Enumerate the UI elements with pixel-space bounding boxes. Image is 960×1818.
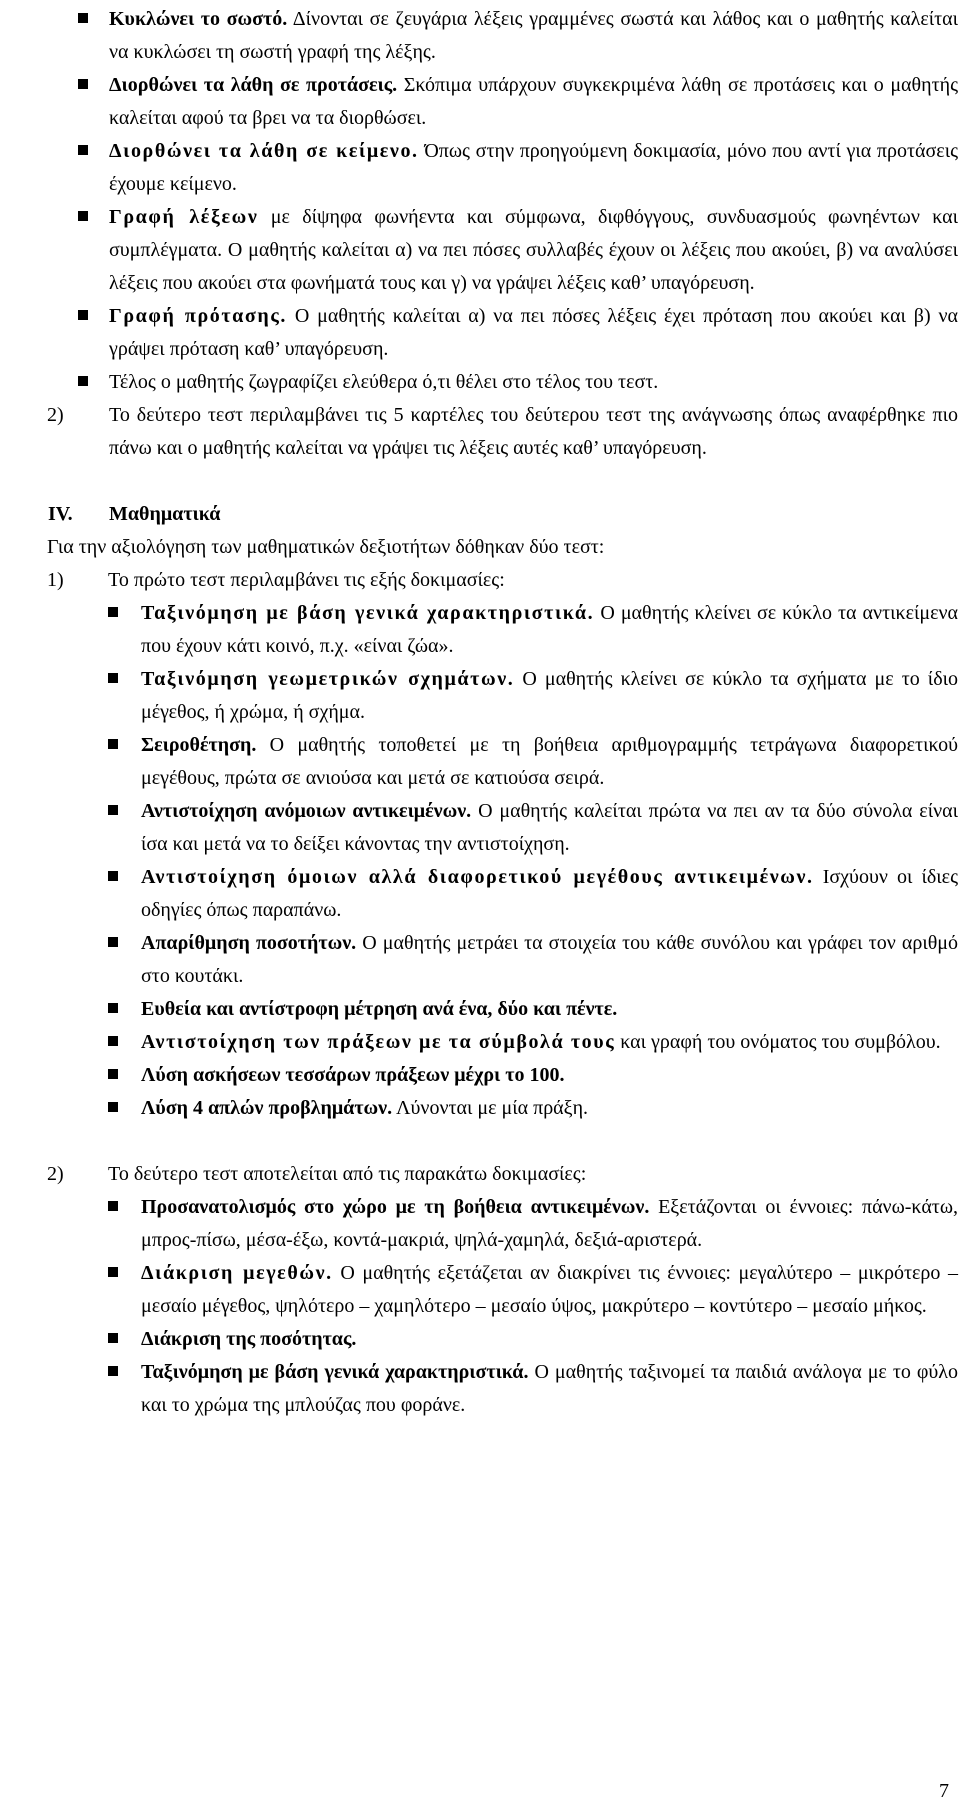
list-item bbox=[47, 1191, 958, 1257]
item-title: Ταξινόμηση με βάση γενικά χαρακτηριστικά. bbox=[141, 1361, 529, 1383]
second-test-list bbox=[47, 1191, 958, 1422]
list-item bbox=[47, 663, 958, 729]
square-bullet-icon bbox=[78, 310, 88, 320]
first-test-list bbox=[47, 597, 958, 1125]
list-item bbox=[78, 300, 958, 366]
spacer bbox=[78, 465, 958, 498]
list-item bbox=[47, 927, 958, 993]
list-item bbox=[47, 993, 958, 1026]
item-title: Κυκλώνει το σωστό. bbox=[109, 8, 288, 30]
list-item bbox=[47, 729, 958, 795]
square-bullet-icon bbox=[108, 1267, 118, 1277]
item-text: Ο μαθητής κλείνει σε κύκλο τα σχήματα με το ίδιο μέγεθος, ή χρώμα, ή σχήμα. bbox=[141, 668, 958, 723]
square-bullet-icon bbox=[78, 145, 88, 155]
square-bullet-icon bbox=[108, 1366, 118, 1376]
item-title: Διορθώνει τα λάθη σε προτάσεις. bbox=[109, 74, 398, 96]
section-number: IV. bbox=[48, 503, 73, 525]
item-text: Τέλος ο μαθητής ζωγραφίζει ελεύθερα ό,τι θέλει στο τέλος του τεστ. bbox=[109, 371, 659, 393]
section-heading bbox=[48, 498, 958, 531]
list-item bbox=[78, 201, 958, 300]
square-bullet-icon bbox=[108, 673, 118, 683]
item-title: Λύση ασκήσεων τεσσάρων πράξεων μέχρι το 100. bbox=[141, 1064, 565, 1086]
square-bullet-icon bbox=[78, 13, 88, 23]
numbered-paragraph bbox=[47, 399, 958, 465]
item-text: Λύνονται με μία πράξη. bbox=[392, 1097, 589, 1119]
item-title: Ταξινόμηση με βάση γενικά χαρακτηριστικά. bbox=[141, 602, 595, 624]
square-bullet-icon bbox=[108, 937, 118, 947]
paragraph-number: 2) bbox=[47, 1163, 64, 1185]
list-item bbox=[47, 1092, 958, 1125]
item-text: Δίνονται σε ζευγάρια λέξεις γραμμένες σωστά και λάθος και ο μαθητής καλείται να κυκλώσει τη σωστή γραφή της λέξης. bbox=[109, 8, 959, 63]
item-title: Απαρίθμηση ποσοτήτων. bbox=[141, 932, 357, 954]
item-title: Διάκριση μεγεθών. bbox=[141, 1262, 333, 1284]
square-bullet-icon bbox=[108, 805, 118, 815]
list-item bbox=[47, 1257, 958, 1323]
square-bullet-icon bbox=[108, 1069, 118, 1079]
paragraph-text: Το δεύτερο τεστ αποτελείται από τις παρακάτω δοκιμασίες: bbox=[108, 1163, 587, 1185]
item-title: Ταξινόμηση γεωμετρικών σχημάτων. bbox=[141, 668, 515, 690]
square-bullet-icon bbox=[108, 871, 118, 881]
section-intro: Για την αξιολόγηση των μαθηματικών δεξιοτήτων δόθηκαν δύο τεστ: bbox=[47, 536, 605, 558]
list-item bbox=[78, 69, 958, 135]
list-item bbox=[47, 1059, 958, 1092]
square-bullet-icon bbox=[108, 1201, 118, 1211]
spacer bbox=[78, 1125, 958, 1158]
item-title: Διάκριση της ποσότητας. bbox=[141, 1328, 357, 1350]
list-item bbox=[47, 795, 958, 861]
square-bullet-icon bbox=[78, 211, 88, 221]
paragraph-number: 2) bbox=[47, 404, 64, 426]
item-text: Ο μαθητής κλείνει σε κύκλο τα αντικείμενα που έχουν κάτι κοινό, π.χ. «είναι ζώα». bbox=[141, 602, 958, 657]
item-title: Αντιστοίχηση όμοιων αλλά διαφορετικού μεγέθους αντικειμένων. bbox=[141, 866, 814, 888]
square-bullet-icon bbox=[78, 79, 88, 89]
item-title: Ευθεία και αντίστροφη μέτρηση ανά ένα, δύο και πέντε. bbox=[141, 998, 618, 1020]
square-bullet-icon bbox=[108, 1036, 118, 1046]
item-title: Γραφή πρότασης. bbox=[109, 305, 288, 327]
item-title: Λύση 4 απλών προβλημάτων. bbox=[141, 1097, 393, 1119]
item-text: Σκόπιμα υπάρχουν συγκεκριμένα λάθη σε προτάσεις και ο μαθητής καλείται αφού τα βρει να τα διορθώσει. bbox=[109, 74, 958, 129]
item-text: Ο μαθητής ταξινομεί τα παιδιά ανάλογα με το φύλο και το χρώμα της μπλούζας που φοράνε. bbox=[141, 1361, 959, 1416]
square-bullet-icon bbox=[108, 1003, 118, 1013]
item-title: Αντιστοίχηση ανόμοιων αντικειμένων. bbox=[141, 800, 472, 822]
item-text: με δίψηφα φωνήεντα και σύμφωνα, διφθόγγους, συνδυασμούς φωνηέντων και συμπλέγματα. Ο μαθητής καλείται α) να πει πόσες συλλαβές έχουν οι λέξεις που ακούει, β) να αναλύσει λέξεις που ακούει στα φωνήματά τους και γ) να γράψει λέξεις καθ’ υπαγόρευση. bbox=[109, 206, 958, 294]
list-item bbox=[47, 861, 958, 927]
section-title: Μαθηματικά bbox=[109, 503, 221, 525]
list-item bbox=[47, 597, 958, 663]
item-text: Ισχύουν οι ίδιες οδηγίες όπως παραπάνω. bbox=[141, 866, 958, 921]
list-item bbox=[78, 135, 958, 201]
item-text: Ο μαθητής εξετάζεται αν διακρίνει τις έννοιες: μεγαλύτερο – μικρότερο – μεσαίο μέγεθος, ψηλότερο – χαμηλότερο – μεσαίο ύψος, μακρύτερο – κοντύτερο – μεσαίο μήκος. bbox=[141, 1262, 959, 1317]
list-item bbox=[78, 3, 958, 69]
item-title: Γραφή λέξεων bbox=[109, 206, 259, 228]
square-bullet-icon bbox=[108, 1102, 118, 1112]
numbered-paragraph bbox=[47, 564, 958, 597]
list-item bbox=[47, 1323, 958, 1356]
item-text: Εξετάζονται οι έννοιες: πάνω-κάτω, μπρος-πίσω, μέσα-έξω, κοντά-μακριά, ψηλά-χαμηλά, δεξιά-αριστερά. bbox=[141, 1196, 958, 1251]
item-text: Ο μαθητής καλείται πρώτα να πει αν τα δύο σύνολα είναι ίσα και μετά να το δείξει κάνοντας την αντιστοίχηση. bbox=[141, 800, 958, 855]
item-title: Προσανατολισμός στο χώρο με τη βοήθεια αντικειμένων. bbox=[141, 1196, 650, 1218]
list-item bbox=[47, 1356, 958, 1422]
item-title: Αντιστοίχηση των πράξεων με τα σύμβολά τους bbox=[141, 1031, 616, 1053]
item-text: Ο μαθητής μετράει τα στοιχεία του κάθε συνόλου και γράφει τον αριθμό στο κουτάκι. bbox=[141, 932, 958, 987]
item-title: Σειροθέτηση. bbox=[141, 734, 257, 756]
square-bullet-icon bbox=[108, 739, 118, 749]
paragraph-text: Το πρώτο τεστ περιλαμβάνει τις εξής δοκιμασίες: bbox=[108, 569, 505, 591]
item-text: Ο μαθητής καλείται α) να πει πόσες λέξεις έχει πρόταση που ακούει και β) να γράψει πρόταση καθ’ υπαγόρευση. bbox=[109, 305, 958, 360]
square-bullet-icon bbox=[108, 1333, 118, 1343]
page-number: 7 bbox=[939, 1780, 949, 1802]
item-text: και γραφή του ονόματος του συμβόλου. bbox=[615, 1031, 941, 1053]
list-item bbox=[47, 1026, 958, 1059]
item-text: Όπως στην προηγούμενη δοκιμασία, μόνο που αντί για προτάσεις έχουμε κείμενο. bbox=[109, 140, 959, 195]
page-content bbox=[47, 3, 959, 1422]
paragraph-text: Το δεύτερο τεστ περιλαμβάνει τις 5 καρτέλες του δεύτερου τεστ της ανάγνωσης όπως αναφέρθηκε πιο πάνω και ο μαθητής καλείται να γράψει τις λέξεις αυτές καθ’ υπαγόρευση. bbox=[109, 404, 958, 459]
numbered-paragraph bbox=[47, 1158, 958, 1191]
list-item bbox=[78, 366, 958, 399]
square-bullet-icon bbox=[78, 376, 88, 386]
item-text: Ο μαθητής τοποθετεί με τη βοήθεια αριθμογραμμής τετράγωνα διαφορετικού μεγέθους, πρώτα σε ανιούσα και μετά σε κατιούσα σειρά. bbox=[141, 734, 958, 789]
square-bullet-icon bbox=[108, 607, 118, 617]
item-title: Διορθώνει τα λάθη σε κείμενο. bbox=[109, 140, 419, 162]
paragraph-number: 1) bbox=[47, 569, 64, 591]
